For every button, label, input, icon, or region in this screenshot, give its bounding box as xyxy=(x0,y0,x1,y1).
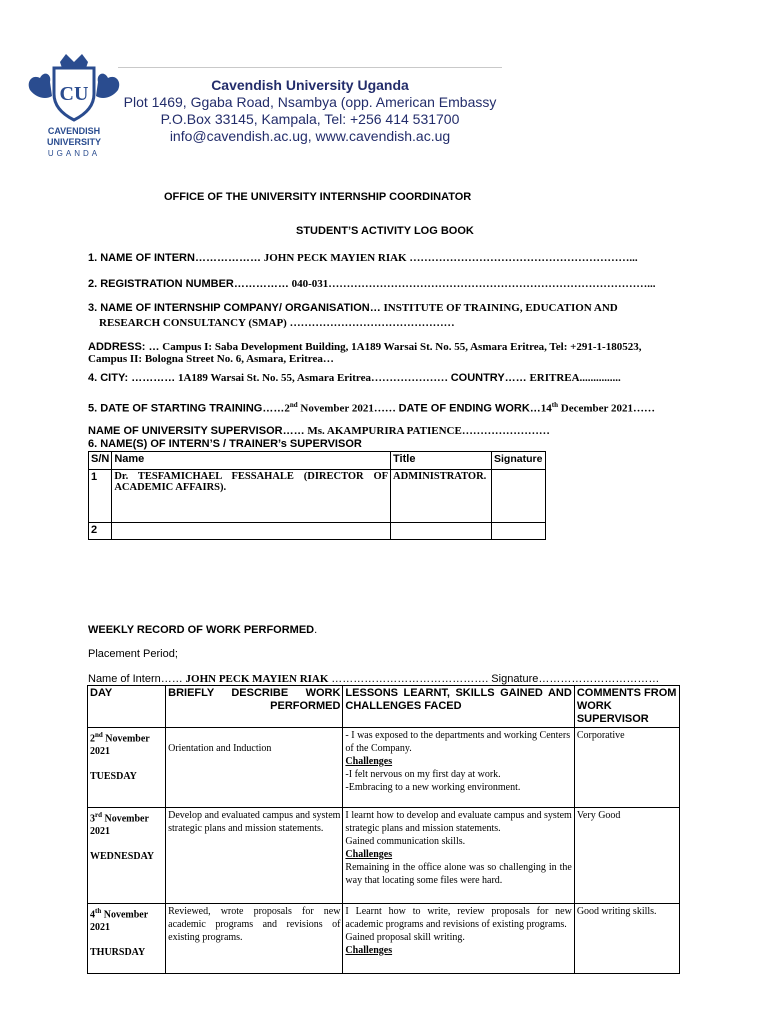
date-suffix: rd xyxy=(95,811,102,819)
university-name: Cavendish University Uganda xyxy=(211,77,409,93)
header-name: Name xyxy=(112,452,391,470)
work-cell: Reviewed, wrote proposals for new academic programs and revisions of existing programs. xyxy=(166,904,343,974)
weekday: WEDNESDAY xyxy=(90,851,155,863)
row-sn: 1 xyxy=(89,470,112,523)
work-cell: Orientation and Induction xyxy=(166,728,343,808)
table-row xyxy=(88,808,680,904)
logo-text-line3: UGANDA xyxy=(47,149,101,158)
row-signature xyxy=(491,523,545,540)
challenges-text: -I felt nervous on my first day at work. -Embracing to a new working environment. xyxy=(345,769,521,793)
row-name: Dr. TESFAMICHAEL FESSAHALE (DIRECTOR OF ACADEMIC AFFAIRS). xyxy=(112,470,391,523)
date-rest: November 2021 xyxy=(90,733,150,758)
day-cell xyxy=(88,904,166,974)
company-label: 3. NAME OF INTERNSHIP COMPANY/ ORGANISATION… xyxy=(88,302,381,314)
address-value-line2: Campus II: Bologna Street No. 6, Asmara, Eritrea… xyxy=(88,353,334,365)
day-cell xyxy=(88,728,166,808)
date-number: 4 xyxy=(90,909,95,921)
date-number: 2 xyxy=(90,733,95,745)
weekday: THURSDAY xyxy=(90,947,146,959)
date-number: 3 xyxy=(90,813,95,825)
row-name xyxy=(112,523,391,540)
university-logo xyxy=(22,52,126,160)
row-title: ADMINISTRATOR. xyxy=(391,470,492,523)
lessons-text: - I was exposed to the departments and working Centers of the Company. xyxy=(345,730,571,754)
weekly-heading-dot: . xyxy=(314,624,318,636)
intern-name-label: 1. NAME OF INTERN……………… xyxy=(88,252,261,264)
university-supervisor-field xyxy=(88,425,550,437)
placement-period: Placement Period; xyxy=(88,648,178,660)
lessons-text: I learnt how to develop and evaluate campus and system strategic plans and mission statements. Gained communication skills. xyxy=(345,810,572,847)
company-value-line1: INSTITUTE OF TRAINING, EDUCATION AND xyxy=(383,302,618,314)
logo-text-line1: CAVENDISH xyxy=(47,126,101,136)
end-date-day: 14 xyxy=(540,402,552,415)
start-date-day: 2 xyxy=(284,402,290,415)
address-value-line1: Campus I: Saba Development Building, 1A189 Warsai St. No. 55, Asmara Eritrea, Tel: +291-1-180523, xyxy=(162,341,642,353)
header-comments: COMMENTS FROM WORK SUPERVISOR xyxy=(574,686,679,728)
company-value-line2: RESEARCH CONSULTANCY (SMAP) ……………………………………… xyxy=(99,317,455,329)
country-label: COUNTRY…… xyxy=(450,372,527,384)
lessons-text: I Learnt how to write, review proposals for new academic programs and revisions of existing programs. Gained proposal skill writing. xyxy=(345,906,572,943)
weekly-intern-value: JOHN PECK MAYIEN RIAK xyxy=(185,673,329,685)
table-row xyxy=(89,470,546,523)
work-cell: Develop and evaluated campus and system strategic plans and mission statements. xyxy=(166,808,343,904)
start-date-rest: November 2021…… xyxy=(300,402,396,415)
letterhead-rule xyxy=(118,67,502,68)
challenges-label: Challenges xyxy=(345,849,393,860)
comment-cell: Very Good xyxy=(574,808,679,904)
university-supervisor-value: Ms. AKAMPURIRA PATIENCE…………………… xyxy=(307,425,550,437)
training-dates-field xyxy=(88,401,655,415)
table-row xyxy=(89,523,546,540)
city-field xyxy=(88,372,621,384)
header-sn: S/N xyxy=(89,452,112,470)
date-rest: November 2021 xyxy=(90,813,149,838)
university-po-box: P.O.Box 33145, Kampala, Tel: +256 414 531700 xyxy=(160,111,460,127)
university-supervisor-label: NAME OF UNIVERSITY SUPERVISOR…… xyxy=(88,425,305,437)
start-date-suffix: nd xyxy=(289,401,298,409)
row-title xyxy=(391,523,492,540)
supervisor-table xyxy=(88,451,546,540)
trainer-supervisor-label: 6. NAME(S) OF INTERN’S / TRAINER’s SUPERVISOR xyxy=(88,438,362,450)
lessons-cell xyxy=(343,904,574,974)
table-header-row xyxy=(89,452,546,470)
header-signature: Signature xyxy=(491,452,545,470)
row-signature xyxy=(491,470,545,523)
header-title: Title xyxy=(391,452,492,470)
weekly-heading-text: WEEKLY RECORD OF WORK PERFORMED xyxy=(88,624,315,636)
header-work: BRIEFLY DESCRIBE WORK PERFORMED xyxy=(166,686,343,728)
city-value: 1A189 Warsai St. No. 55, Asmara Eritrea………………… xyxy=(177,372,448,384)
intern-name-value: JOHN PECK MAYIEN RIAK ……………………………………………………... xyxy=(263,252,638,264)
country-value: ERITREA............... xyxy=(529,372,621,384)
weekly-record-table xyxy=(87,685,680,974)
weekday: TUESDAY xyxy=(90,771,137,783)
date-suffix: th xyxy=(95,907,102,915)
table-row xyxy=(88,904,680,974)
weekly-heading xyxy=(88,624,317,636)
day-cell xyxy=(88,808,166,904)
lessons-cell xyxy=(343,728,574,808)
weekly-intern-signature: ……………………………………. Signature…………………………… xyxy=(331,673,660,685)
address-field xyxy=(88,341,641,353)
registration-value: 040-031……………………………………………………………………………... xyxy=(291,278,656,290)
logo-initials: CU xyxy=(59,83,89,105)
city-label: 4. CITY: ………… xyxy=(88,372,176,384)
company-field xyxy=(88,302,618,314)
address-label: ADDRESS: … xyxy=(88,341,160,353)
challenges-label: Challenges xyxy=(345,945,393,956)
registration-field xyxy=(88,278,656,290)
comment-cell: Corporative xyxy=(574,728,679,808)
end-date-suffix: th xyxy=(551,401,559,409)
table-row xyxy=(88,728,680,808)
challenges-text: Remaining in the office alone was so challenging in the way that locating some files were hard. xyxy=(345,862,572,886)
row-sn: 2 xyxy=(89,523,112,540)
end-date-rest: December 2021…… xyxy=(560,402,655,415)
table-header-row xyxy=(88,686,680,728)
logbook-title: STUDENT’S ACTIVITY LOG BOOK xyxy=(296,225,474,237)
lessons-cell xyxy=(343,808,574,904)
university-address: Plot 1469, Ggaba Road, Nsambya (opp. American Embassy xyxy=(123,94,497,110)
date-rest: November 2021 xyxy=(90,909,148,934)
weekly-intern-label: Name of Intern…… xyxy=(88,673,183,685)
weekly-intern-line xyxy=(88,673,659,685)
header-lessons: LESSONS LEARNT, SKILLS GAINED AND CHALLENGES FACED xyxy=(343,686,574,728)
intern-name-field xyxy=(88,252,638,264)
end-date-label: DATE OF ENDING WORK… xyxy=(398,402,541,415)
logo-text-line2: UNIVERSITY xyxy=(46,137,102,147)
header-day: DAY xyxy=(88,686,166,728)
start-date-label: 5. DATE OF STARTING TRAINING…… xyxy=(88,402,285,415)
date-suffix: nd xyxy=(95,731,103,739)
letterhead-block xyxy=(118,67,502,147)
challenges-label: Challenges xyxy=(345,756,393,767)
comment-cell: Good writing skills. xyxy=(574,904,679,974)
office-title: OFFICE OF THE UNIVERSITY INTERNSHIP COORDINATOR xyxy=(164,191,472,203)
registration-label: 2. REGISTRATION NUMBER…………… xyxy=(88,278,289,290)
university-contacts: info@cavendish.ac.ug, www.cavendish.ac.ug xyxy=(169,128,451,144)
